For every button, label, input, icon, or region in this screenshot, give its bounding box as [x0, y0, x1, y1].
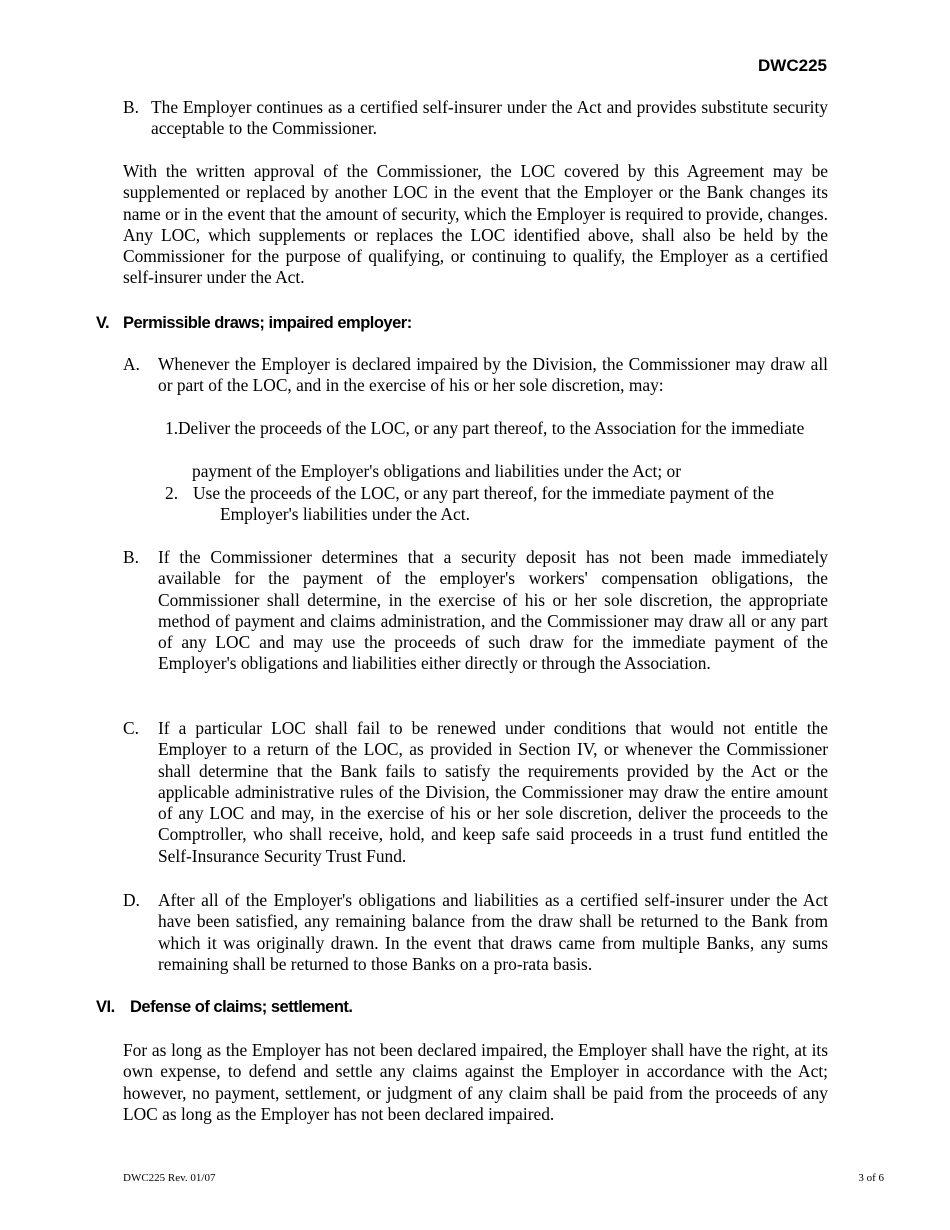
item-label: C.	[123, 718, 139, 738]
footer-page-number: 3 of 6	[858, 1172, 884, 1184]
substitution-paragraph: With the written approval of the Commissioner, the LOC covered by this Agreement may be supplemented or replaced by another LOC in the event that the Employer or the Bank changes its name or in the event that the amount of security, which the Employer is required to provide, changes. Any LOC, which supplements or replaces the LOC identified above, shall also be held by the Commissioner for the purpose of qualifying, or continuing to qualify, the Employer as a certified self-insurer under the Act.	[123, 161, 828, 288]
section-iv-item-b	[123, 97, 828, 141]
sub-item-line-2: Employer's liabilities under the Act.	[220, 504, 470, 524]
item-text: After all of the Employer's obligations and liabilities as a certified self-insurer under the Act have been satisfied, any remaining balance from the draw shall be returned to the Bank from which it was originally drawn. In the event that draws came from multiple Banks, any sums remaining shall be returned to those Banks on a pro-rata basis.	[158, 890, 828, 974]
section-number: VI.	[96, 998, 115, 1016]
sub-item-line-1: Deliver the proceeds of the LOC, or any part thereof, to the Association for the immediate	[178, 418, 805, 438]
form-id-header: DWC225	[758, 56, 827, 75]
sub-item-line-1: Use the proceeds of the LOC, or any part thereof, for the immediate payment of the	[193, 483, 774, 503]
sub-item-label: 1.	[165, 418, 179, 438]
section-v-item-d	[123, 890, 828, 976]
section-title: Defense of claims; settlement.	[130, 998, 353, 1016]
section-vi-heading	[96, 997, 353, 1017]
item-label: B.	[123, 97, 139, 117]
sub-item-line-2: payment of the Employer's obligations and liabilities under the Act; or	[192, 461, 682, 481]
footer-form-revision: DWC225 Rev. 01/07	[123, 1172, 216, 1184]
section-title: Permissible draws; impaired employer:	[123, 314, 412, 332]
section-v-item-c	[123, 718, 828, 868]
item-label: A.	[123, 354, 140, 374]
item-text: If a particular LOC shall fail to be renewed under conditions that would not entitle the Employer to a return of the LOC, as provided in Section IV, or whenever the Commissioner shall determine that the Bank fails to satisfy the requirements provided by the Act or the applicable administrative rules of the Division, the Commissioner may draw the entire amount of any LOC and may, in the exercise of his or her sole discretion, deliver the proceeds to the Comptroller, who shall receive, hold, and keep safe said proceeds in a trust fund entitled the Self-Insurance Security Trust Fund.	[158, 718, 828, 866]
section-v-item-b	[123, 547, 828, 697]
section-v-item-a	[123, 354, 828, 398]
section-v-heading	[96, 313, 412, 333]
item-label: D.	[123, 890, 140, 910]
section-number: V.	[96, 314, 110, 332]
sub-item-label: 2.	[165, 483, 179, 503]
sub-item-text	[178, 418, 828, 439]
section-v-sub-item-1	[165, 418, 828, 482]
item-text: If the Commissioner determines that a security deposit has not been made immediately available for the payment of the employer's workers' compensation obligations, the Commissioner shall determine, in the exercise of his or her sole discretion, the appropriate method of payment and claims administration, and the Commissioner may draw all or any part of any LOC and may use the proceeds of such draw for the immediate payment of the Employer's obligations and liabilities either directly or through the Association.	[158, 547, 828, 674]
defense-of-claims-paragraph: For as long as the Employer has not been declared impaired, the Employer shall have the right, at its own expense, to defend and settle any claims against the Employer in accordance with the Act; however, no payment, settlement, or judgment of any claim shall be paid from the proceeds of any LOC as long as the Employer has not been declared impaired.	[123, 1040, 828, 1124]
item-text: The Employer continues as a certified self-insurer under the Act and provides substitute security acceptable to the Commissioner.	[151, 97, 828, 139]
item-label: B.	[123, 547, 139, 567]
section-v-sub-item-2	[165, 483, 828, 527]
item-text: Whenever the Employer is declared impaired by the Division, the Commissioner may draw all or part of the LOC, and in the exercise of his or her sole discretion, may:	[158, 354, 828, 396]
